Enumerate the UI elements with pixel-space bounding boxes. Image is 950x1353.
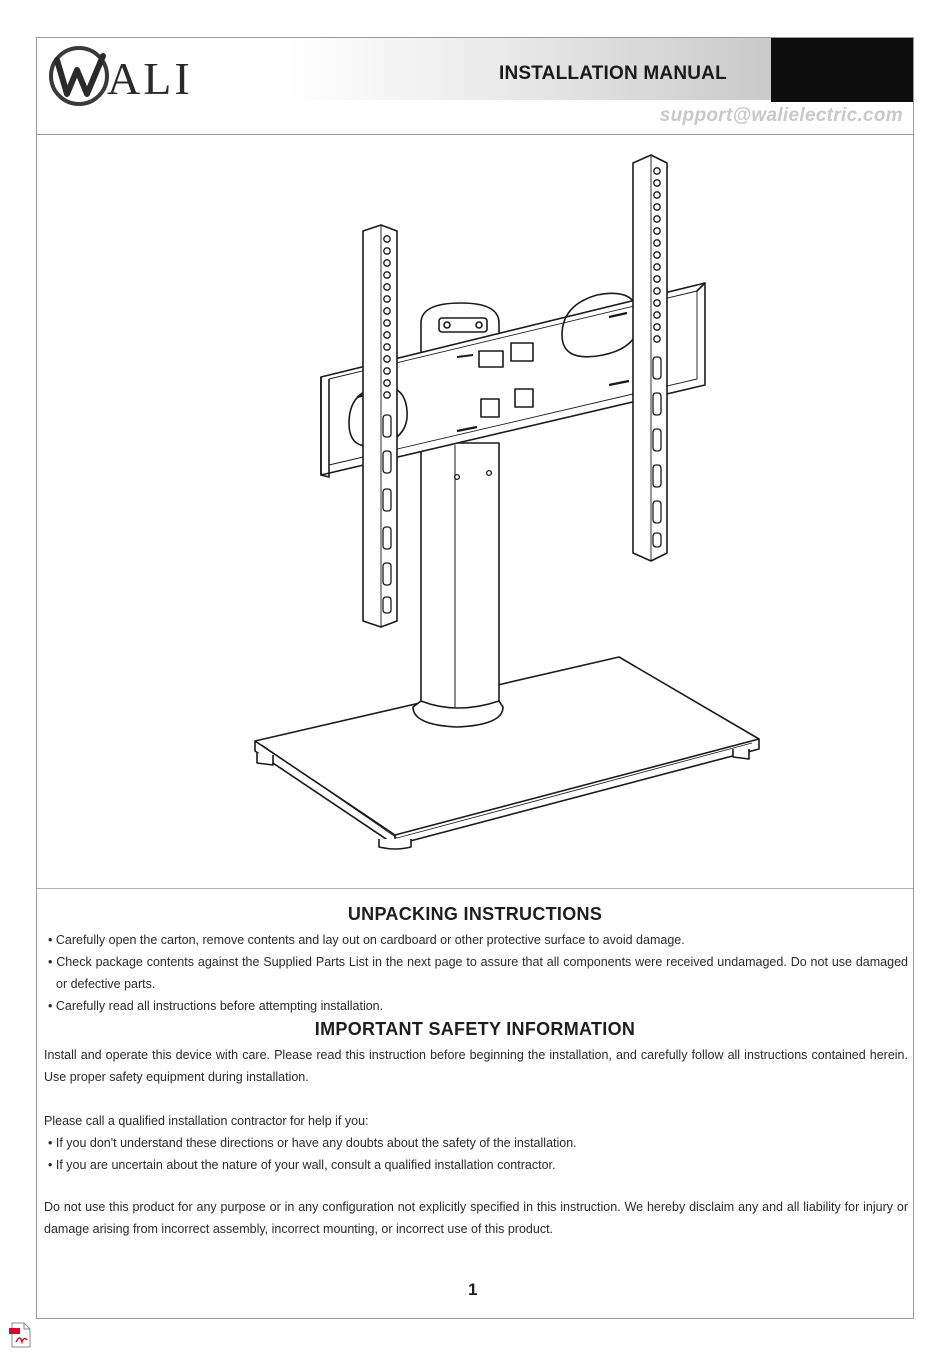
unpacking-bullet-text: Carefully read all instructions before attempting installation.	[55, 999, 384, 1013]
safety-call-list	[44, 1110, 908, 1176]
safety-intro: Install and operate this device with care. Please read this instruction before beginning the installation, and carefully follow all instructions contained herein. Use proper safety equipment during installation.	[44, 1048, 908, 1084]
safety-disclaimer: Do not use this product for any purpose or in any configuration not explicitly specified in this instruction. We hereby disclaim any and all liability for injury or damage arising from incorrect assembly, incorrect mounting, or incorrect use of this product.	[44, 1200, 908, 1236]
logo-brand-text: ALI	[107, 53, 193, 104]
page-header	[37, 38, 913, 135]
manual-title: INSTALLATION MANUAL	[499, 63, 727, 84]
section-divider	[37, 888, 913, 889]
unpacking-bullet-text: Check package contents against the Supplied Parts List in the next page to assure that all components were received undamaged. Do not use damaged or defective parts.	[56, 955, 908, 991]
wali-logo-icon	[45, 42, 245, 108]
safety-call-intro: Please call a qualified installation contractor for help if you:	[44, 1114, 369, 1128]
support-email: support@walielectric.com	[659, 105, 903, 126]
unpacking-bullet-text: Carefully open the carton, remove contents and lay out on cardboard or other protective surface to avoid damage.	[55, 933, 685, 947]
safety-bullet: • If you don't understand these directions or have any doubts about the safety of the installation.	[48, 1136, 577, 1150]
tv-stand-illustration	[37, 135, 913, 887]
unpacking-heading: UNPACKING INSTRUCTIONS	[347, 904, 603, 924]
unpacking-bullet: • Carefully read all instructions before attempting installation.	[48, 999, 384, 1013]
unpacking-bullet: • Check package contents against the Supplied Parts List in the next page to assure that all components were received undamaged. Do not use damaged or defective parts.	[48, 955, 908, 991]
pdf-file-icon[interactable]	[8, 1322, 32, 1348]
safety-heading: IMPORTANT SAFETY INFORMATION	[314, 1019, 636, 1039]
safety-bullet-text: If you don't understand these directions or have any doubts about the safety of the installation.	[55, 1136, 577, 1150]
safety-bullet: • If you are uncertain about the nature of your wall, consult a qualified installation contractor.	[48, 1158, 556, 1172]
header-black-block	[771, 38, 913, 102]
unpacking-list	[44, 929, 908, 1017]
unpacking-bullet: • Carefully open the carton, remove contents and lay out on cardboard or other protective surface to avoid damage.	[48, 933, 685, 947]
page-number: 1	[468, 1280, 478, 1299]
safety-bullet-text: If you are uncertain about the nature of your wall, consult a qualified installation contractor.	[55, 1158, 556, 1172]
